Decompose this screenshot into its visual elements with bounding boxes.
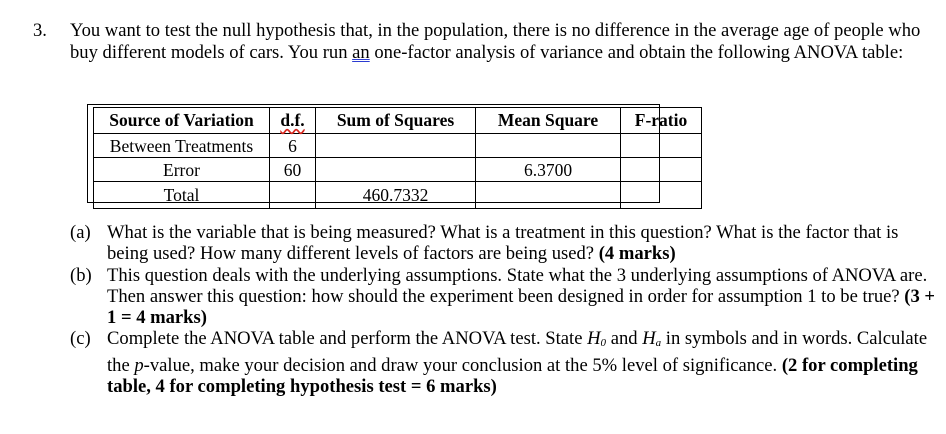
cell-df: 6	[270, 134, 316, 158]
cell-f	[621, 134, 702, 158]
header-source: Source of Variation	[94, 108, 270, 134]
part-b-label: (b)	[70, 264, 92, 286]
intro-text-1: You want to test the null hypothesis that, in the population, there is no difference in the average age of people who buy different models of cars. You run	[70, 20, 921, 63]
part-c-text-3: -value, make your decision and draw your conclusion at the 5% level of significance.	[143, 354, 782, 376]
part-b-marks: (3 + 1 = 4 marks)	[107, 285, 936, 329]
ha-subscript: a	[655, 337, 662, 350]
intro-text-2: one-factor analysis of variance and obtain the following ANOVA table:	[369, 41, 904, 63]
cell-ms: 6.3700	[476, 158, 621, 182]
anova-table	[93, 107, 702, 209]
cell-ss	[316, 158, 476, 182]
part-c-label: (c)	[70, 328, 91, 350]
part-c-text-2: in symbols and in words. Calculate the	[107, 328, 928, 376]
h0-letter: H	[587, 328, 601, 350]
null-hypothesis-symbol	[587, 328, 606, 349]
part-c-and: and	[606, 328, 643, 350]
anova-row-error	[94, 158, 702, 182]
question-number: 3.	[33, 20, 47, 41]
cell-f	[621, 182, 702, 209]
cell-df	[270, 182, 316, 209]
cell-source: Total	[94, 182, 270, 209]
cell-ss: 460.7332	[316, 182, 476, 209]
part-c-text-1: Complete the ANOVA table and perform the ANOVA test. State	[107, 328, 588, 350]
cell-f	[621, 158, 702, 182]
header-ms: Mean Square	[476, 108, 621, 134]
part-a	[70, 222, 938, 265]
cell-source: Error	[94, 158, 270, 182]
question-intro	[70, 20, 938, 63]
alt-hypothesis-symbol	[642, 328, 661, 349]
part-c-marks: (2 for completing table, 4 for completing hypothesis test = 6 marks)	[107, 354, 918, 398]
header-df-text: d.f.	[280, 110, 305, 130]
h0-subscript: 0	[600, 337, 607, 350]
cell-ms	[476, 182, 621, 209]
anova-row-between	[94, 134, 702, 158]
part-c	[70, 328, 938, 397]
intro-article: an	[352, 41, 370, 63]
part-a-marks: (4 marks)	[598, 243, 676, 265]
part-a-label: (a)	[70, 222, 91, 243]
cell-df: 60	[270, 158, 316, 182]
cell-ms	[476, 134, 621, 158]
part-b	[70, 265, 938, 329]
question-parts	[70, 222, 938, 397]
header-df	[270, 108, 316, 134]
part-a-text: What is the variable that is being measured? What is a treatment in this question? What is the factor that is being used? How many different levels of factors are being used?	[107, 222, 899, 265]
ha-letter: H	[642, 328, 656, 350]
part-b-text: This question deals with the underlying assumptions. State what the 3 underlying assumptions of ANOVA are. Then answer this question: how should the experiment been designed in order for assumption 1 to be true?	[107, 264, 928, 307]
header-ss: Sum of Squares	[316, 108, 476, 134]
p-value-symbol: p	[134, 354, 144, 376]
anova-header-row	[94, 108, 702, 134]
anova-row-total	[94, 182, 702, 209]
cell-source: Between Treatments	[94, 134, 270, 158]
cell-ss	[316, 134, 476, 158]
header-f: F-ratio	[621, 108, 702, 134]
